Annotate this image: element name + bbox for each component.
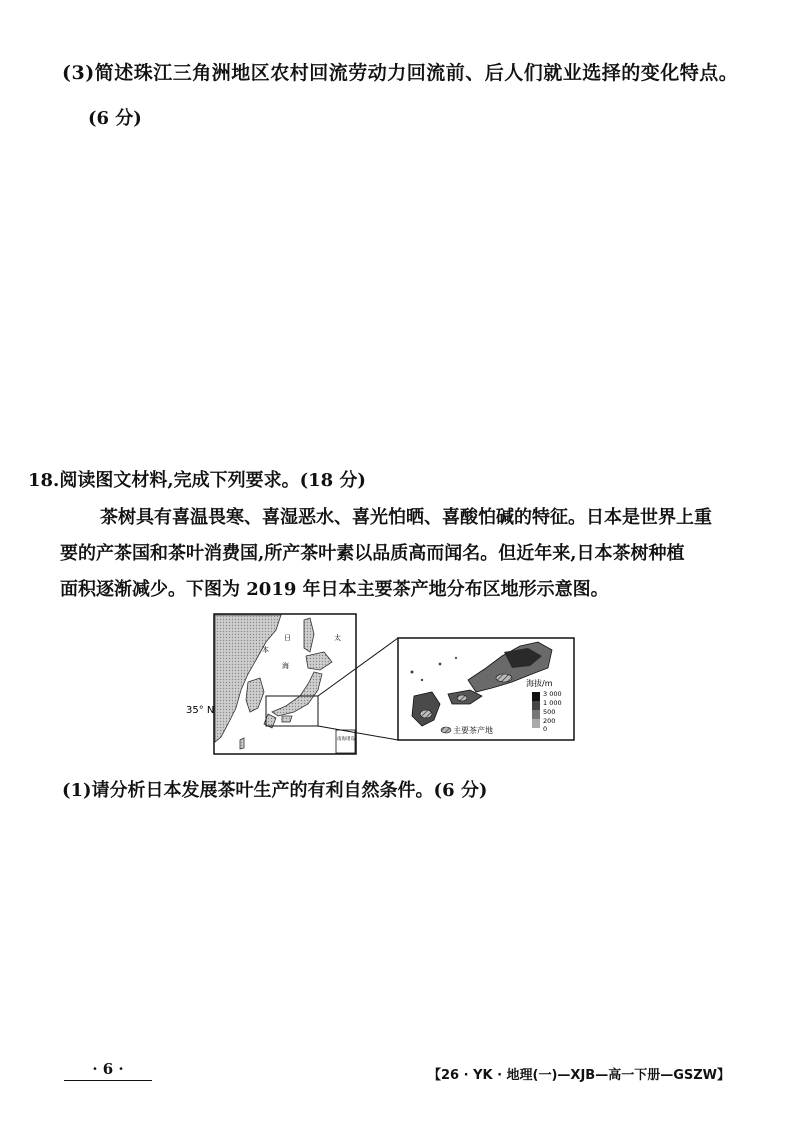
material-paragraph (60, 500, 750, 608)
tea-area-legend-swatch (441, 727, 451, 733)
legend-tea: 主要茶产地 (453, 726, 493, 735)
legend-level-0: 0 (543, 725, 548, 733)
legend-level-3000: 3 000 (543, 690, 562, 698)
question-3-score: (6 分) (88, 108, 142, 129)
japan-tea-map-figure (186, 612, 576, 758)
map-label-hai: 海 (282, 662, 289, 670)
legend-level-1000: 1 000 (543, 699, 562, 707)
material-line-1: 茶树具有喜温畏寒、喜湿恶水、喜光怕晒、喜酸怕碱的特征。日本是世界上重 (100, 507, 712, 528)
question-3-prompt: (3)简述珠江三角洲地区农村回流劳动力回流前、后人们就业选择的变化特点。 (62, 62, 739, 84)
legend-level-500: 500 (543, 708, 556, 716)
question-1-prompt: (1)请分析日本发展茶叶生产的有利自然条件。(6 分) (62, 780, 488, 801)
page-number: · 6 · (64, 1060, 152, 1081)
map-label-ri: 日 (284, 634, 291, 642)
inset-label: 南海诸岛 (337, 737, 355, 742)
legend-level-200: 200 (543, 717, 556, 725)
legend-title: 海拔/m (526, 679, 553, 688)
material-line-3: 面积逐渐减少。下图为 2019 年日本主要茶产地分布区地形示意图。 (60, 579, 609, 600)
map-label-tai: 太 (334, 634, 341, 642)
material-line-2: 要的产茶国和茶叶消费国,所产茶叶素以品质高而闻名。但近年来,日本茶树种植 (60, 543, 685, 564)
map-label-ben: 本 (262, 646, 269, 654)
latitude-label: 35° N (186, 705, 215, 716)
paper-code: 【26 · YK · 地理(一)—XJB—高一下册—GSZW】 (427, 1068, 730, 1083)
question-18-heading: 18.阅读图文材料,完成下列要求。(18 分) (28, 470, 366, 491)
